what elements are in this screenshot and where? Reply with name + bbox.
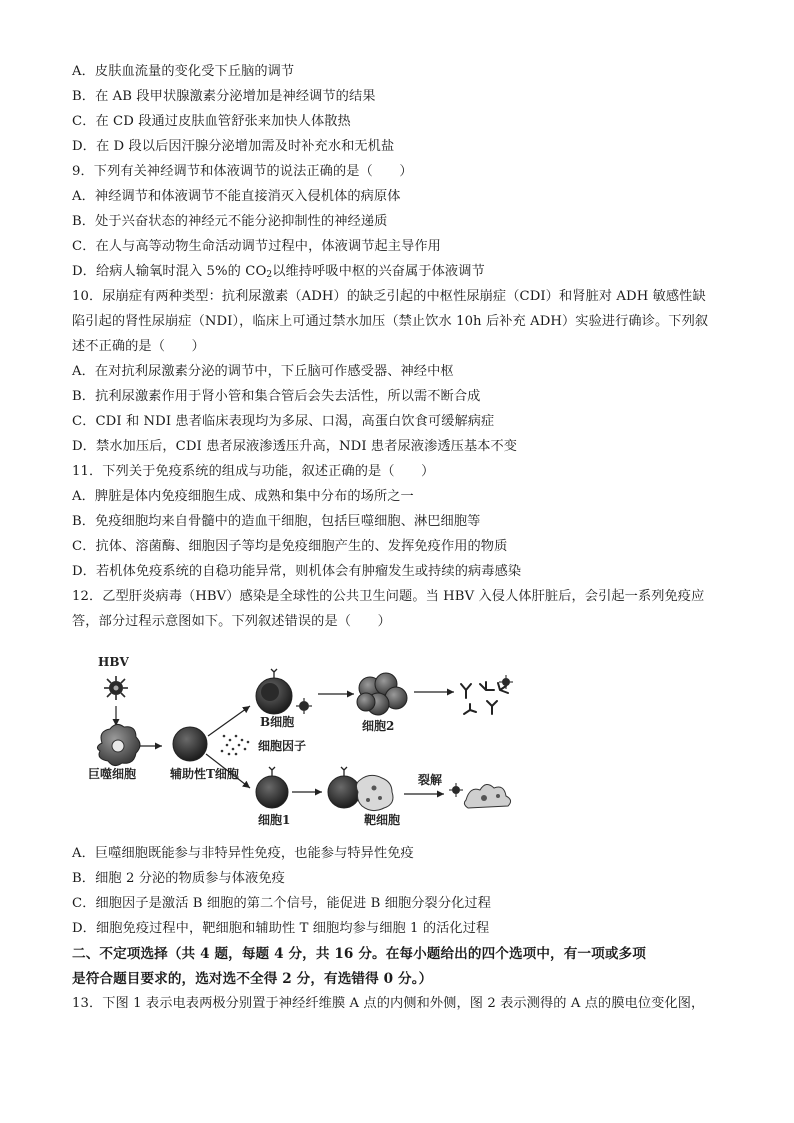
q10-option-d: D．禁水加压后，CDI 患者尿液渗透压升高，NDI 患者尿液渗透压基本不变 [72,439,518,454]
q8-option-c: C．在 CD 段通过皮肤血管舒张来加快人体散热 [72,114,351,129]
q9-option-a: A．神经调节和体液调节不能直接消灭入侵机体的病原体 [72,189,401,204]
q10-stem-line-3: 述不正确的是（ ） [72,339,205,354]
helper-t-cell [173,727,207,761]
target-cell [356,775,393,810]
q12-stem-line-2: 答，部分过程示意图如下。下列叙述错误的是（ ） [72,614,391,629]
q9-option-d-suffix: 以维持呼吸中枢的兴奋属于体液调节 [272,264,485,279]
q13-stem: 13．下图 1 表示电表两极分别置于神经纤维膜 A 点的内侧和外侧，图 2 表示测得的 A 点的膜电位变化图， [72,996,705,1011]
target-cell-label: 靶细胞 [364,813,401,827]
q8-option-b: B．在 AB 段甲状腺激素分泌增加是神经调节的结果 [72,89,376,104]
antibody-hbv-icon [499,675,513,689]
q10-option-a: A．在对抗利尿激素分泌的调节中，下丘脑可作感受器、神经中枢 [72,364,454,379]
immune-response-diagram [82,648,532,833]
macrophage-label: 巨噬细胞 [88,767,137,781]
q9-option-d-prefix: D．给病人输氧时混入 5%的 CO [72,264,267,279]
q10-option-c: C．CDI 和 NDI 患者临床表现均为多尿、口渴，高蛋白饮食可缓解病症 [72,414,495,429]
antibody-icons [461,682,508,714]
q9-option-d-subscript: 2 [266,270,273,280]
lysis-label: 裂解 [418,773,443,787]
q12-stem-line-1: 12．乙型肝炎病毒（HBV）感染是全球性的公共卫生问题。当 HBV 入侵人体肝脏后，会引起一系列免疫应 [72,589,705,604]
q9-option-c: C．在人与高等动物生命活动调节过程中，体液调节起主导作用 [72,239,441,254]
q11-stem: 11．下列关于免疫系统的组成与功能，叙述正确的是（ ） [72,464,435,479]
section2-heading-line-1: 二、不定项选择（共 4 题，每题 4 分，共 16 分。在每小题给出的四个选项中，有一项或多项 [72,946,646,962]
q12-option-c: C．细胞因子是激活 B 细胞的第二个信号，能促进 B 细胞分裂分化过程 [72,896,491,911]
q8-option-a: A．皮肤血流量的变化受下丘脑的调节 [72,64,295,79]
cell1 [256,776,288,808]
q11-option-c: C．抗体、溶菌酶、细胞因子等均是免疫细胞产生的、发挥免疫作用的物质 [72,539,508,554]
b-cell-label: B细胞 [260,715,295,729]
q12-option-a: A．巨噬细胞既能参与非特异性免疫，也能参与特异性免疫 [72,846,414,861]
q11-option-d: D．若机体免疫系统的自稳功能异常，则机体会有肿瘤发生或持续的病毒感染 [72,564,522,579]
cell2-label: 细胞2 [362,719,395,733]
hbv-virus-icon [104,676,128,700]
q9-option-d [72,263,485,284]
hbv-label: HBV [98,655,129,669]
q10-stem-line-1: 10．尿崩症有两种类型：抗利尿激素（ADH）的缺乏引起的中枢性尿崩症（CDI）和肾脏对 ADH 敏感性缺 [72,289,706,304]
q8-option-d: D．在 D 段以后因汗腺分泌增加需及时补充水和无机盐 [72,139,395,154]
q12-option-b: B．细胞 2 分泌的物质参与体液免疫 [72,871,285,886]
cell1-label: 细胞1 [258,813,291,827]
effector-t-cell [328,776,360,808]
q11-option-a: A．脾脏是体内免疫细胞生成、成熟和集中分布的场所之一 [72,489,414,504]
cell2-plasma-cell [357,673,407,715]
q10-stem-line-2: 陷引起的肾性尿崩症（NDI），临床上可通过禁水加压（禁止饮水 10h 后补充 ADH）实验进行确诊。下列叙 [72,314,709,329]
lysed-cell-debris [464,784,510,808]
section2-heading-line-2: 是符合题目要求的，选对选不全得 2 分，有选错得 0 分。） [72,971,433,987]
helper-t-cell-label: 辅助性T细胞 [170,767,239,781]
q12-option-d: D．细胞免疫过程中，靶细胞和辅助性 T 细胞均参与细胞 1 的活化过程 [72,921,490,936]
q11-option-b: B．免疫细胞均来自骨髓中的造血干细胞，包括巨噬细胞、淋巴细胞等 [72,514,481,529]
released-hbv-icon [449,783,463,797]
arrow-helper-to-b-cell [208,706,250,736]
q10-option-b: B．抗利尿激素作用于肾小管和集合管后会失去活性，所以需不断合成 [72,389,481,404]
cytokine-dots [221,735,250,756]
cytokine-label: 细胞因子 [258,739,307,753]
hbv-on-b-cell-icon [296,698,312,714]
q9-option-b: B．处于兴奋状态的神经元不能分泌抑制性的神经递质 [72,214,388,229]
q9-stem: 9．下列有关神经调节和体液调节的说法正确的是（ ） [72,164,413,179]
